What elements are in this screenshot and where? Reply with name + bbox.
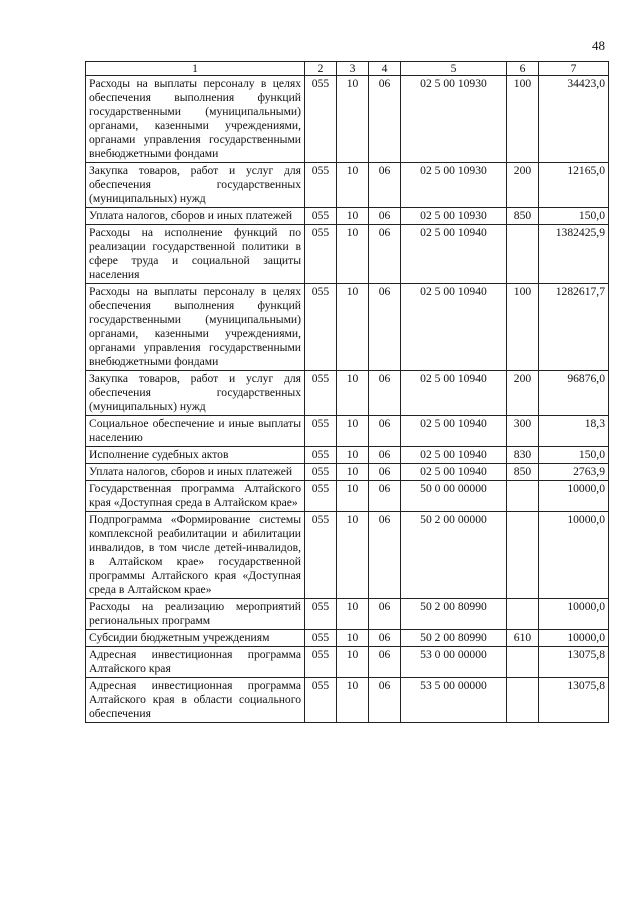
department-code-cell: 055 [305, 630, 337, 647]
expense-type-cell: 850 [507, 464, 539, 481]
department-code-cell: 055 [305, 76, 337, 163]
section-code-cell: 10 [337, 599, 369, 630]
amount-cell: 10000,0 [539, 512, 609, 599]
amount-cell: 150,0 [539, 447, 609, 464]
expense-type-cell: 830 [507, 447, 539, 464]
amount-cell: 10000,0 [539, 630, 609, 647]
section-code-cell: 10 [337, 76, 369, 163]
subsection-code-cell: 06 [369, 630, 401, 647]
target-article-cell: 50 0 00 00000 [401, 481, 507, 512]
table-row [86, 630, 609, 647]
department-code-cell: 055 [305, 416, 337, 447]
table-row [86, 599, 609, 630]
table-row [86, 163, 609, 208]
target-article-cell: 02 5 00 10940 [401, 464, 507, 481]
amount-cell: 2763,9 [539, 464, 609, 481]
expense-type-cell: 850 [507, 208, 539, 225]
header-cell: 3 [337, 62, 369, 76]
amount-cell: 18,3 [539, 416, 609, 447]
page-number: 48 [592, 38, 605, 53]
budget-table [85, 61, 609, 723]
expense-type-cell [507, 512, 539, 599]
subsection-code-cell: 06 [369, 464, 401, 481]
table-row [86, 371, 609, 416]
section-code-cell: 10 [337, 447, 369, 464]
department-code-cell: 055 [305, 481, 337, 512]
expense-type-cell [507, 225, 539, 284]
section-code-cell: 10 [337, 512, 369, 599]
target-article-cell: 50 2 00 00000 [401, 512, 507, 599]
amount-cell: 1382425,9 [539, 225, 609, 284]
subsection-code-cell: 06 [369, 481, 401, 512]
amount-cell: 13075,8 [539, 678, 609, 723]
expense-type-cell [507, 481, 539, 512]
table-row [86, 678, 609, 723]
expense-type-cell [507, 678, 539, 723]
section-code-cell: 10 [337, 647, 369, 678]
subsection-code-cell: 06 [369, 647, 401, 678]
department-code-cell: 055 [305, 284, 337, 371]
section-code-cell: 10 [337, 163, 369, 208]
expense-type-cell: 100 [507, 76, 539, 163]
department-code-cell: 055 [305, 678, 337, 723]
subsection-code-cell: 06 [369, 416, 401, 447]
expense-type-cell [507, 647, 539, 678]
subsection-code-cell: 06 [369, 76, 401, 163]
expense-name-cell: Расходы на выплаты персоналу в целях обеспечения выполнения функций государственными (муниципальными) органами, казенными учреждениями, органами управления государственными внебюджетными фондами [86, 284, 305, 371]
expense-type-cell [507, 599, 539, 630]
table-row [86, 225, 609, 284]
expense-name-cell: Закупка товаров, работ и услуг для обеспечения государственных (муниципальных) нужд [86, 163, 305, 208]
section-code-cell: 10 [337, 371, 369, 416]
header-cell: 1 [86, 62, 305, 76]
table-row [86, 647, 609, 678]
department-code-cell: 055 [305, 647, 337, 678]
expense-name-cell: Расходы на исполнение функций по реализации государственной политики в сфере труда и социальной защиты населения [86, 225, 305, 284]
expense-name-cell: Исполнение судебных актов [86, 447, 305, 464]
expense-name-cell: Расходы на реализацию мероприятий региональных программ [86, 599, 305, 630]
expense-name-cell: Расходы на выплаты персоналу в целях обеспечения выполнения функций государственными (муниципальными) органами, казенными учреждениями, органами управления государственными внебюджетными фондами [86, 76, 305, 163]
table-row [86, 464, 609, 481]
expense-type-cell: 200 [507, 163, 539, 208]
department-code-cell: 055 [305, 464, 337, 481]
expense-name-cell: Адресная инвестиционная программа Алтайского края в области социального обеспечения [86, 678, 305, 723]
target-article-cell: 02 5 00 10930 [401, 163, 507, 208]
expense-name-cell: Закупка товаров, работ и услуг для обеспечения государственных (муниципальных) нужд [86, 371, 305, 416]
expense-type-cell: 300 [507, 416, 539, 447]
section-code-cell: 10 [337, 208, 369, 225]
section-code-cell: 10 [337, 225, 369, 284]
header-cell: 7 [539, 62, 609, 76]
subsection-code-cell: 06 [369, 678, 401, 723]
subsection-code-cell: 06 [369, 225, 401, 284]
amount-cell: 150,0 [539, 208, 609, 225]
amount-cell: 12165,0 [539, 163, 609, 208]
expense-type-cell: 200 [507, 371, 539, 416]
expense-type-cell: 610 [507, 630, 539, 647]
target-article-cell: 02 5 00 10930 [401, 76, 507, 163]
target-article-cell: 53 5 00 00000 [401, 678, 507, 723]
department-code-cell: 055 [305, 599, 337, 630]
department-code-cell: 055 [305, 512, 337, 599]
department-code-cell: 055 [305, 225, 337, 284]
subsection-code-cell: 06 [369, 208, 401, 225]
table-row [86, 416, 609, 447]
target-article-cell: 02 5 00 10940 [401, 284, 507, 371]
header-row [86, 62, 609, 76]
expense-type-cell: 100 [507, 284, 539, 371]
amount-cell: 34423,0 [539, 76, 609, 163]
table-row [86, 208, 609, 225]
target-article-cell: 02 5 00 10930 [401, 208, 507, 225]
expense-name-cell: Уплата налогов, сборов и иных платежей [86, 464, 305, 481]
target-article-cell: 02 5 00 10940 [401, 371, 507, 416]
expense-name-cell: Государственная программа Алтайского края «Доступная среда в Алтайском крае» [86, 481, 305, 512]
header-cell: 5 [401, 62, 507, 76]
expense-name-cell: Подпрограмма «Формирование системы комплексной реабилитации и абилитации инвалидов, в том числе детей-инвалидов, в Алтайском крае» государственной программы Алтайского края «Доступная среда в Алтайском крае» [86, 512, 305, 599]
target-article-cell: 02 5 00 10940 [401, 447, 507, 464]
subsection-code-cell: 06 [369, 284, 401, 371]
target-article-cell: 53 0 00 00000 [401, 647, 507, 678]
target-article-cell: 02 5 00 10940 [401, 416, 507, 447]
amount-cell: 13075,8 [539, 647, 609, 678]
target-article-cell: 50 2 00 80990 [401, 630, 507, 647]
department-code-cell: 055 [305, 163, 337, 208]
expense-name-cell: Уплата налогов, сборов и иных платежей [86, 208, 305, 225]
table-row [86, 76, 609, 163]
target-article-cell: 50 2 00 80990 [401, 599, 507, 630]
department-code-cell: 055 [305, 371, 337, 416]
department-code-cell: 055 [305, 447, 337, 464]
expense-name-cell: Субсидии бюджетным учреждениям [86, 630, 305, 647]
amount-cell: 96876,0 [539, 371, 609, 416]
section-code-cell: 10 [337, 416, 369, 447]
expense-name-cell: Социальное обеспечение и иные выплаты населению [86, 416, 305, 447]
section-code-cell: 10 [337, 464, 369, 481]
subsection-code-cell: 06 [369, 512, 401, 599]
section-code-cell: 10 [337, 630, 369, 647]
section-code-cell: 10 [337, 284, 369, 371]
table-row [86, 447, 609, 464]
table-row [86, 284, 609, 371]
header-cell: 4 [369, 62, 401, 76]
subsection-code-cell: 06 [369, 599, 401, 630]
target-article-cell: 02 5 00 10940 [401, 225, 507, 284]
amount-cell: 1282617,7 [539, 284, 609, 371]
subsection-code-cell: 06 [369, 371, 401, 416]
subsection-code-cell: 06 [369, 447, 401, 464]
amount-cell: 10000,0 [539, 599, 609, 630]
subsection-code-cell: 06 [369, 163, 401, 208]
table-row [86, 481, 609, 512]
department-code-cell: 055 [305, 208, 337, 225]
header-cell: 6 [507, 62, 539, 76]
expense-name-cell: Адресная инвестиционная программа Алтайского края [86, 647, 305, 678]
section-code-cell: 10 [337, 481, 369, 512]
amount-cell: 10000,0 [539, 481, 609, 512]
section-code-cell: 10 [337, 678, 369, 723]
table-row [86, 512, 609, 599]
header-cell: 2 [305, 62, 337, 76]
